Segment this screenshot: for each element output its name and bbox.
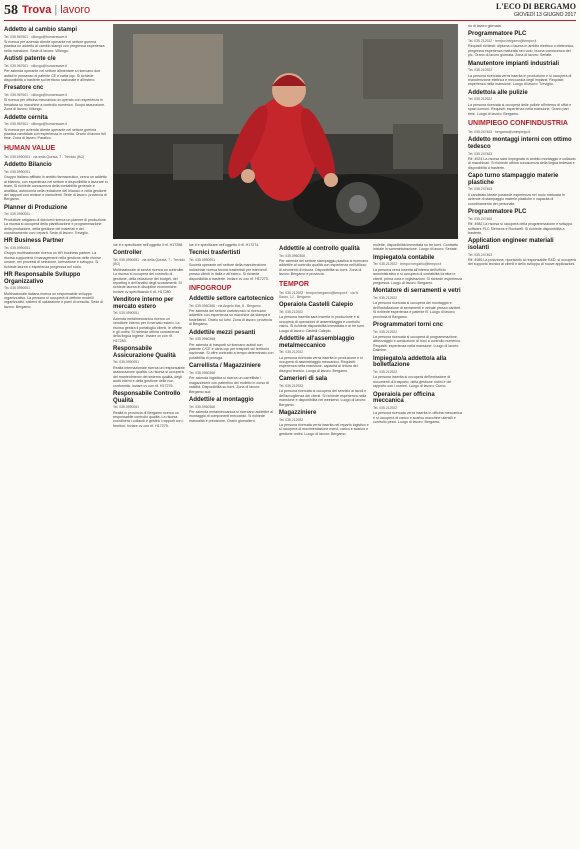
- ad-contact: Tel. 035.212922: [468, 68, 493, 73]
- ad-contact: Tel. 035.0990051 · via della Questa, 7 - Treviolo (BG): [4, 154, 85, 159]
- ad-contact: Tel. 035.212922: [279, 383, 304, 388]
- ad-body: Il candidato ideale possiede esperienza nel ruolo maturata in aziende di stampaggio materie plastiche e capacità di coordinamento del personale.: [468, 192, 565, 206]
- ad-body: La persona ricercata si occuperà delle pulizie all'interno di uffici e spazi comuni. Requisiti: esperienza nella mansione. Orario part time. Luogo di lavoro: Bergamo.: [468, 102, 572, 116]
- ad-contact: Tel. 035.967601 · villongo@humanwave.it: [4, 63, 68, 68]
- ad-title: Responsabile Assicurazione Qualità: [113, 346, 176, 359]
- ad-body: Per azienda del settore cartotecnico si ricercano addetti/e con esperienza su macchine da stampa e fustellatrici. Orario su turni. Zona di lavoro: provincia di Bergamo.: [189, 309, 272, 327]
- ad-body: Per azienda di trasporti si ricercano autisti con patente C/CE e carta cqc per trasporti sul territorio nazionale. Si offre contratto a tempo determinato con possibilità di proroga.: [189, 342, 274, 360]
- column-2: [113, 243, 185, 843]
- ad-body: La persona ricercata verrà inserita nel reparto logistico e si occuperà di movimentazione merci, carico e scarico e gestione ordini. Luogo di lavoro: Bergamo.: [279, 422, 369, 436]
- ad-title: Addetto al cambio stampi: [4, 27, 78, 33]
- ad-contact: Tel. 035.212922: [373, 405, 398, 410]
- ad-contact: Tel. 035.0960368 · via Angelo Mai, 8 - Bergamo: [189, 303, 261, 308]
- ad-contact: Tel. 035.0990051: [4, 286, 31, 291]
- ad-contact: Tel. 035.0990051: [113, 405, 140, 410]
- ad-title: Operaio/a Castelli Calepio: [279, 302, 354, 309]
- ad-title: Manutentore impianti industriali: [468, 60, 560, 67]
- ad-title: Planner di Produzione: [4, 204, 68, 211]
- ad-contact: Tel. 035.0990051: [113, 360, 140, 365]
- ad-contact: Tel. 035.0990051: [189, 258, 216, 262]
- ad-contact: Tel. 035.0960368: [189, 337, 216, 342]
- column-5: [373, 243, 463, 843]
- ad-body: Gruppo Italiano affiliato in ambito farmaceutico, cerca un addetto al bilancio, con esperienza nel settore e disponibilità a lavorare in team. Si richiede conoscenza della contabilità generale e analitica, autonomia nella redazione del bilancio e nella gestione dei rapporti con revisori e consulenti. Sede di lavoro: provincia di Bergamo.: [4, 175, 108, 202]
- ad-body: rio di lavoro giornata.: [468, 24, 502, 28]
- ad-title: Autisti patente c/e: [4, 56, 56, 63]
- ad-body: Azienda metalmeccanica ricerca un venditore interno per il mercato estero. La risorsa gestirà il portafoglio clienti, le offerte e gli ordini. Si richiede ottima conoscenza della lingua inglese. Inviare cv con rif. H17283.: [113, 316, 183, 343]
- ad-body: Requisiti richiesti: diploma o laurea in ambito elettrico o elettronico, pregressa esperienza maturata nel ruolo, buona conoscenza dei plc. Orario di lavoro giornata. Zona di lavoro: Seriate.: [468, 44, 575, 58]
- ad-title: Addetti/e mezzi pesanti: [189, 329, 256, 336]
- section-name: Trova: [22, 4, 52, 16]
- ad-contact: Tel. 035.247463: [468, 216, 493, 221]
- agency-heading: INFOGROUP: [189, 285, 232, 293]
- column-1: [4, 24, 108, 844]
- ad-contact: Tel. 035.0960368: [189, 370, 216, 375]
- ad-title: Venditore interno per mercato estero: [113, 297, 174, 310]
- ad-title: Addetti/e al montaggio: [189, 396, 254, 403]
- ad-contact: Tel. 035.967601 · villongo@humanwave.it: [4, 122, 68, 127]
- header-rule: [4, 20, 576, 21]
- ad-body: La persona ricercata verrà inserita in produzione e si occuperà di assemblaggio meccanico. Requisiti: esperienza nella mansione, capacità di lettura del disegno tecnico. Luogo di lavoro: Bergamo.: [279, 355, 363, 373]
- ad-contact: Tel. 035.247463: [468, 187, 493, 192]
- ad-title: Tecnici trasfertisti: [189, 250, 241, 257]
- ad-body: lue.it e specificare nell'oggetto il rif. H17288.: [113, 243, 184, 247]
- ad-contact: Tel. 035.212922: [279, 310, 304, 315]
- ad-title: Operaio/a per officina meccanica: [373, 391, 435, 405]
- agency-heading: UNIMPIEGO CONFINDUSTRIA: [468, 120, 568, 128]
- ad-body: La persona inserita si occuperà dell'emissione di documenti di trasporto, della gestione ordini e del rapporto con i corrieri. Luogo di lavoro: Curno.: [373, 375, 452, 389]
- ad-title: Programmatore PLC: [468, 209, 527, 216]
- ad-body: Si ricerca per officina meccanica un operaio con esperienza in fresatura su macchine a controllo numerico. Scopo assunzione. Zona di lavoro: Villongo.: [4, 98, 106, 112]
- ad-body: Per azienda del settore stampaggio plastica si ricercano addetti/e al controllo qualità con esperienza nell'utilizzo di strumenti di misura. Disponibilità su turni. Zona di lavoro: Bergamo e provincia.: [279, 259, 369, 277]
- ad-contact: Tel. 035.212922 · tempor.bergamo@tempor.it: [468, 39, 537, 43]
- ad-body: La persona ricercata si occuperà del montaggio e dell'installazione di serramenti e vetrate presso cantieri. Si richiede esperienza e patente B. Luogo di lavoro: provincia di Bergamo.: [373, 301, 462, 319]
- ad-contact: Tel. 035.0990051: [4, 245, 31, 250]
- ad-body: La persona ricercata verrà inserita in produzione e si occuperà di manutenzione elettrica e meccanica degli impianti. Requisiti: esperienza nella mansione. Luogo di lavoro: Treviglio.: [468, 73, 572, 87]
- ad-contact: Tel. 035.212922: [373, 296, 398, 301]
- column-6: [468, 24, 576, 844]
- ad-title: Impiegato/a contabile: [373, 254, 435, 261]
- ad-title: Controller: [113, 250, 142, 257]
- ad-contact: Tel. 035.247463: [468, 151, 493, 156]
- ad-body: Multinazionale italiana ricerca un responsabile sviluppo organizzativo. La persona si occuperà di definire modelli organizzativi, sistemi di valutazione e piani di crescita. Sede di lavoro: Bergamo.: [4, 291, 104, 309]
- ad-body: lue.it e specificare nell'oggetto il rif. H17274.: [189, 243, 260, 247]
- ad-body: Realtà internazionale ricerca un responsabile assicurazione qualità. La risorsa si occuperà del mantenimento del sistema qualità, degli audit interni e della gestione delle non conformità. Inviare cv con rif. H17276.: [113, 365, 185, 388]
- ad-contact: Tel. 035.212922 · tempor.bergamo@tempor.it · via N. Sauro, 12 - Bergamo: [279, 290, 359, 300]
- agency-heading: TEMPOR: [279, 280, 309, 288]
- ad-body: Rif. 4985 La posizione, riportando al responsabile R&D, si occuperà del supporto tecnico ai clienti e dello sviluppo di nuove applicazioni.: [468, 257, 576, 267]
- ad-title: Magazziniere: [279, 409, 317, 416]
- ad-body: La persona inserita sarà inserita in produzione e si occuperà di operazioni di assemblaggio e controllo visivo. Si richiede disponibilità immediata e ai tre turni. Luogo di lavoro: Castelli Calepio.: [279, 315, 366, 333]
- ad-title: Addetti/e all'assemblaggio metalmeccanico: [279, 336, 355, 349]
- ad-body: Rif. 4982 La risorsa si occuperà della programmazione e sviluppo software PLC Siemens e Rockwell. Si richiede disponibilità a trasferte.: [468, 222, 573, 235]
- page-number: 58: [4, 3, 18, 18]
- ad-title: Carrellista / Magazziniere: [189, 363, 261, 370]
- ad-contact: Tel. 035.0990051 · via della Questa, 7 - Treviolo (BG): [113, 258, 185, 267]
- ad-title: Fresatore cnc: [4, 85, 44, 92]
- ad-body: Si ricerca per azienda cliente operante nel settore gomma plastica un addetto al cambio stampi con pregressa esperienza nella mansione. Sede di lavoro: Villongo.: [4, 40, 105, 53]
- ad-title: Addetti/e al controllo qualità: [279, 246, 360, 252]
- ad-title: HR Business Partner: [4, 238, 64, 245]
- ad-contact: Tel. 035.967601 · villongo@humanwave.it: [4, 93, 68, 98]
- ad-body: Realtà in provincia di Bergamo ricerca un responsabile controllo qualità. La risorsa coordinerà i collaudi e gestirà i rapporti con i fornitori. Inviare cv con rif. H17275.: [113, 410, 184, 428]
- issue-date: GIOVEDÌ 13 GIUGNO 2017: [514, 12, 576, 18]
- ad-contact: Tel. 035.967601 · villongo@humanwave.it: [4, 34, 68, 39]
- section-title: Trova | lavoro: [22, 4, 91, 16]
- ad-title: Addette cernita: [4, 114, 48, 121]
- ad-title: Programmatore PLC: [468, 31, 527, 38]
- ad-title: Responsabile Controllo Qualità: [113, 390, 181, 404]
- ad-contact: Tel. 035.0960368: [279, 253, 306, 258]
- column-4: [279, 243, 369, 843]
- ad-title: HR Responsabile Sviluppo Organizzativo: [4, 271, 81, 285]
- ad-title: Impiegato/a addetto/a alla bollettazione: [373, 355, 447, 369]
- ad-body: Per azienda logistica si ricerca un carrellista / magazziniere con patentino del muletto in corso di validità. Disponibilità su turni. Zona di lavoro: Bergamo sud.: [189, 376, 269, 394]
- ad-contact: Tel. 035.212922 · tempor.bergamo@tempor.it: [373, 262, 442, 267]
- ad-contact: Tel. 035.0990051: [4, 169, 31, 174]
- page-header: [0, 0, 580, 22]
- ad-title: Addetto montaggi interni con ottimo tedesco: [468, 137, 572, 151]
- ad-title: Addetti/e settore cartotecnico: [189, 296, 274, 303]
- ad-contact: Tel. 035.247463 · bergamo@unimpiego.it: [468, 130, 531, 135]
- ad-body: La persona ricercata si occuperà di programmazione, attrezzaggio e conduzione di torni a controllo numerico. Requisiti: esperienza nella mansione. Luogo di lavoro: Dalmine.: [373, 335, 462, 353]
- ad-contact: Tel. 035.212922: [373, 329, 398, 334]
- ad-body: La persona verrà inserita all'interno dell'ufficio amministrativo e si occuperà di contabilità fornitori e clienti, prima nota e registrazioni. Si richiede esperienza pregressa. Luogo di lavoro: Bergamo.: [373, 267, 462, 286]
- ad-body: La persona ricercata si occuperà del servizio ai tavoli e dell'accoglienza dei clienti. Si richiede esperienza nella mansione e disponibilità nel weekend. Luogo di lavoro: Bergamo.: [279, 389, 367, 407]
- ad-body: Società operante nel settore della manutenzione industriale ricerca tecnici trasfertisti per interventi presso clienti in Italia e all'estero. Si richiede disponibilità a trasferte. Inviare cv con rif. H17270.: [189, 263, 269, 281]
- ad-contact: Tel. 035.247463: [468, 252, 493, 257]
- ad-body: Per azienda metalmeccanica si ricercano addetti/e al montaggio di componenti meccanici. Si richiede manualità e precisione. Orario giornaliero.: [189, 409, 274, 423]
- ad-contact: Tel. 035.0990051: [4, 212, 31, 217]
- ad-body: Produttore artigiano di dolciumi ricerca un planner di produzione. La risorsa si occuperà della pianificazione e programmazione della produzione, della gestione dei materiali e del coordinamento con i reparti. Sede di lavoro: Treviglio.: [4, 217, 107, 235]
- column-3: [189, 243, 275, 843]
- newspaper-brand: [496, 2, 576, 20]
- ad-title: Camerieri di sala: [279, 376, 328, 383]
- ad-contact: Tel. 035.0960368: [189, 404, 216, 409]
- ad-body: Rif. 4924 La risorsa sarà impegnata in ambito montaggio e collaudo di macchinari. Si richiede ottima conoscenza della lingua tedesca e disponibilità a trasferte.: [468, 157, 576, 170]
- ad-contact: Tel. 035.212922: [279, 417, 304, 422]
- ad-body: Multinazionale di servizi ricerca un controller. La risorsa si occuperà del controllo di gestione, della redazione del budget, del reporting e dell'analisi degli scostamenti. Si richiede laurea in discipline economiche. Inviare cv specificando il rif. H17280.: [113, 267, 185, 294]
- ad-contact: Tel. 035.212922: [468, 97, 493, 102]
- photo-illustration: [113, 24, 458, 239]
- ad-body: Gruppo multinazionale ricerca un HR business partner. La risorsa supporterà il management nella gestione delle risorse umane, nei processi di selezione, formazione e sviluppo. Si richiede laurea e esperienza pregressa nel ruolo.: [4, 251, 102, 269]
- ad-title: Programmatori torni cnc: [373, 322, 444, 329]
- ad-contact: Tel. 035.0990051: [113, 311, 140, 316]
- ad-contact: Tel. 035.212922: [279, 350, 304, 355]
- ad-body: Per azienda operante nel settore alimentare si ricercano due autisti in possesso di patente CE e carta cqc. Si richiede disponibilità a trasferte sul territorio nazionale e all'estero.: [4, 69, 101, 83]
- ad-body: La persona ricercata verrà inserita in officina meccanica e si occuperà di carico e scarico macchine utensili e controllo pezzi. Luogo di lavoro: Bergamo.: [373, 411, 462, 424]
- ad-body: mulette, disponibilità immediata su tre turni. Contratto iniziale in somministrazione. Luogo di lavoro: Seriate.: [373, 243, 458, 252]
- ad-title: Application engineer materiali isolanti: [468, 238, 554, 251]
- ad-body: Si ricerca per azienda cliente operante nel settore gomma plastica candidate con esperienza in cernita. Orario di lavoro full time. Zona di lavoro: Paratico.: [4, 127, 106, 141]
- ad-title: Capo turno stampaggio materie plastiche: [468, 173, 559, 186]
- ad-contact: Tel. 035.212922: [373, 369, 398, 374]
- section-subtitle: lavoro: [60, 4, 91, 16]
- ad-title: Addetto/a alle pulizie: [468, 89, 528, 96]
- brand-name: L'ECO DI BERGAMO: [495, 2, 576, 11]
- agency-heading: HUMAN VALUE: [4, 144, 56, 152]
- mechanic-photo: [113, 24, 458, 239]
- ad-title: Montatore di serramenti e vetri: [373, 288, 461, 295]
- ad-title: Addetto Bilancio: [4, 162, 52, 169]
